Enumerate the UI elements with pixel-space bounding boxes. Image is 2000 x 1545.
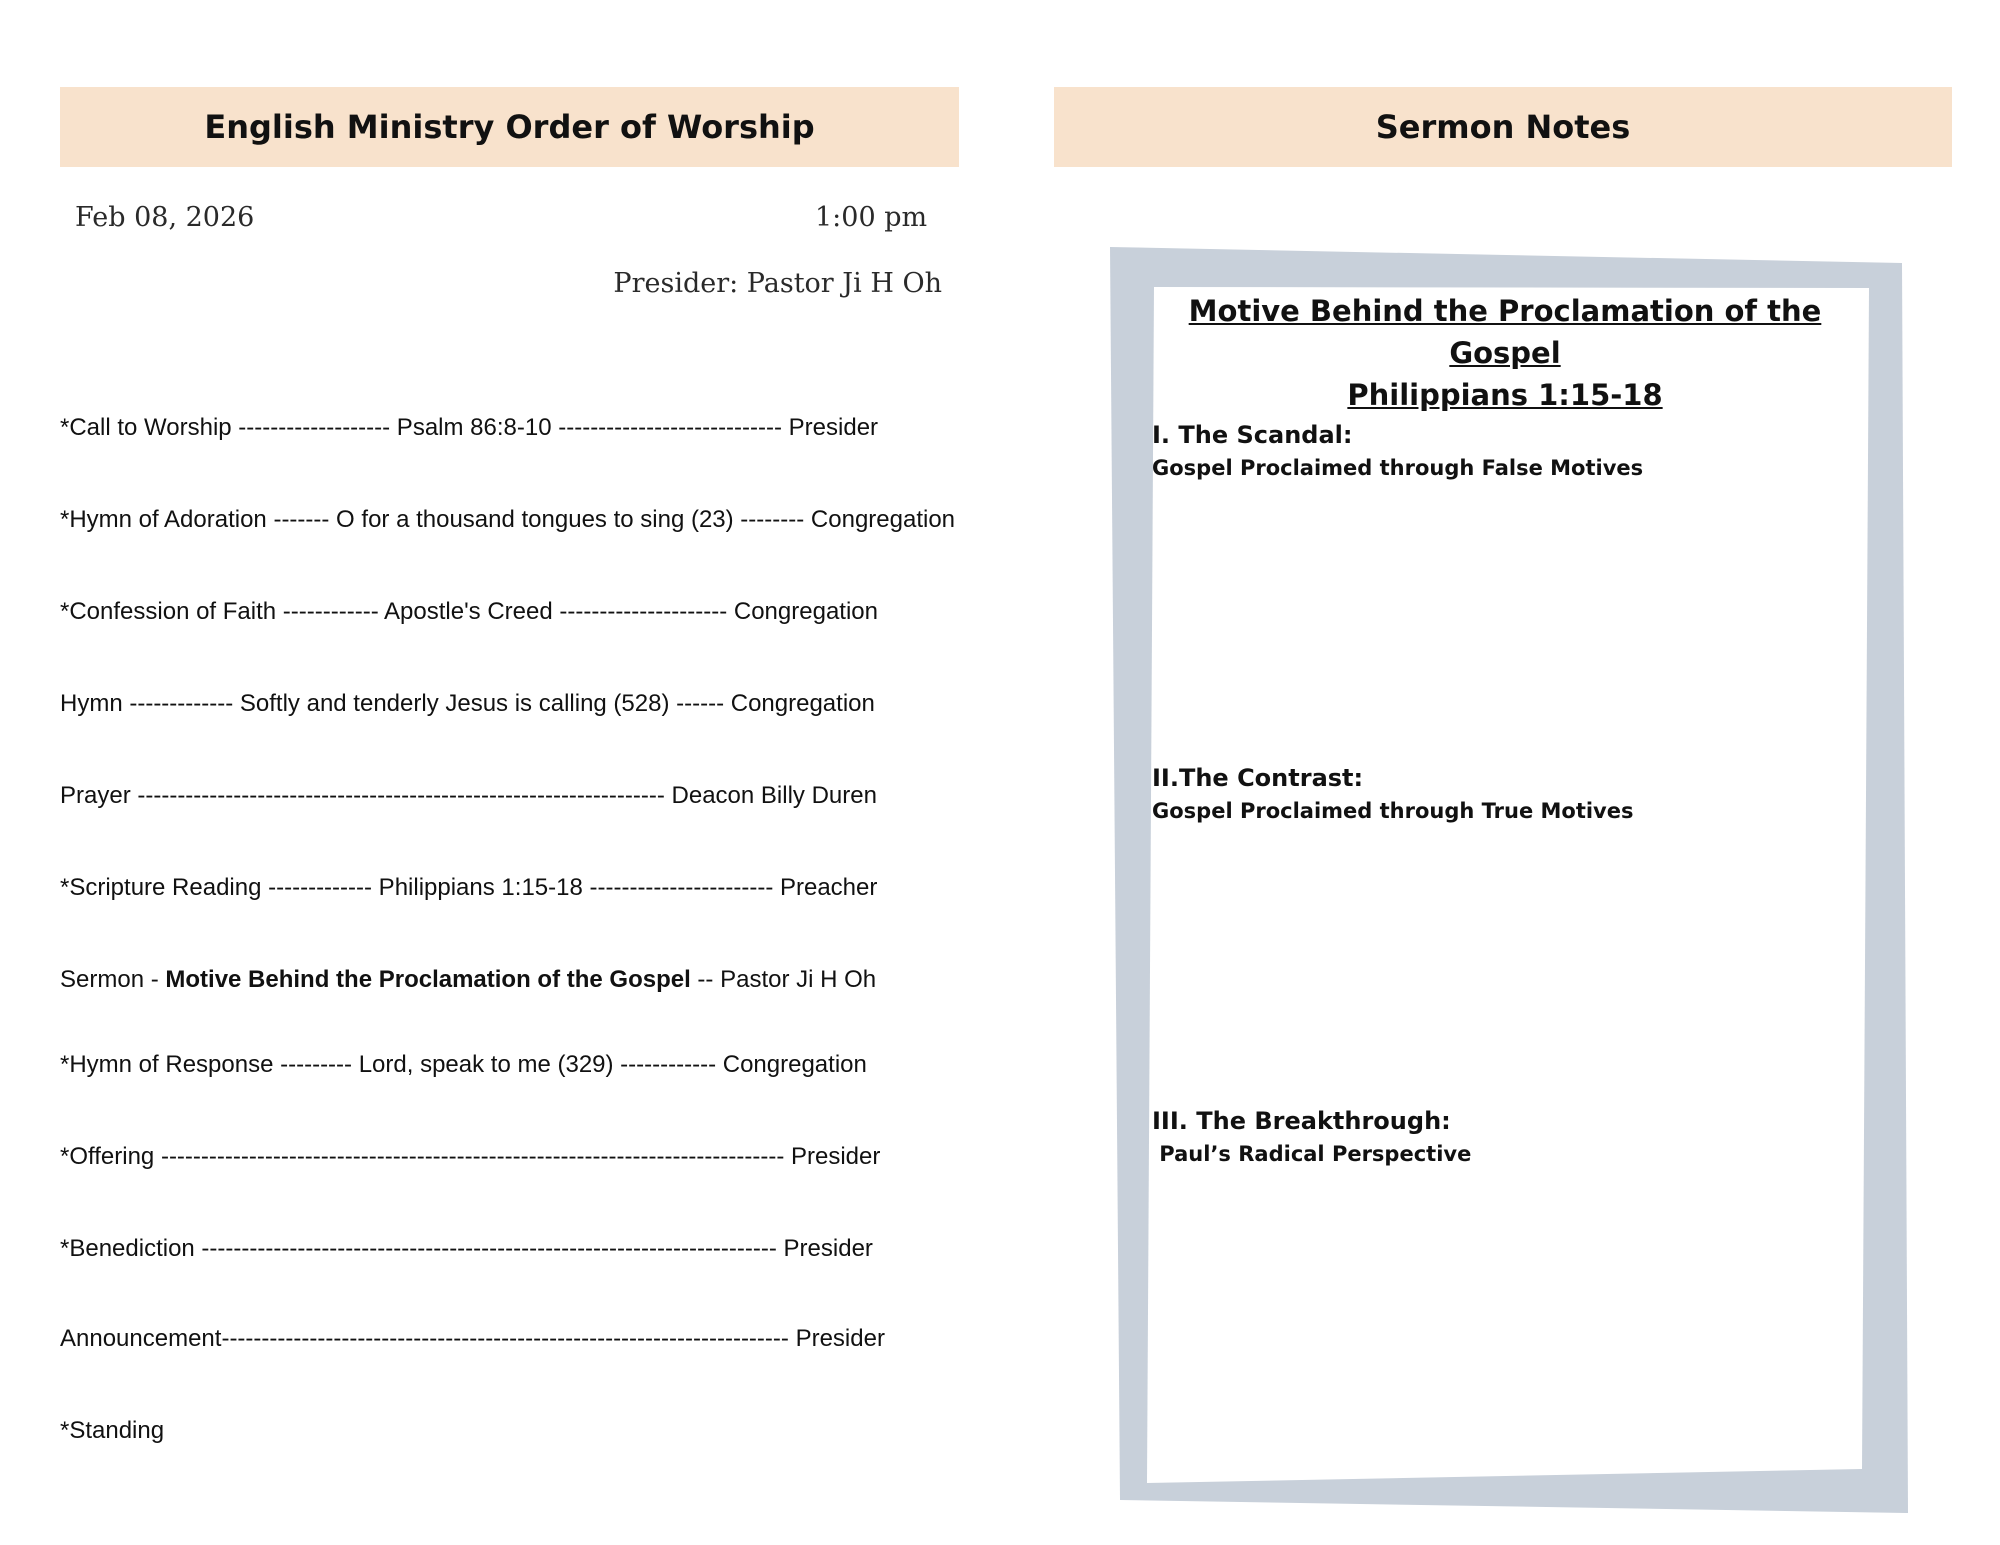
service-presider: Presider: Pastor Ji H Oh — [613, 268, 942, 299]
order-item-benediction: *Benediction ------------------------------------------------------------------------ Presider — [60, 1235, 873, 1262]
section-3-subtitle: Paul’s Radical Perspective — [1152, 1142, 1472, 1166]
order-item-hymn-of-adoration: *Hymn of Adoration ------- O for a thousand tongues to sing (23) -------- Congregation — [60, 506, 956, 533]
section-2-heading: II.The Contrast: — [1152, 764, 1364, 792]
order-item-prayer: Prayer ------------------------------------------------------------------ Deacon Billy Duren — [60, 782, 877, 809]
sermon-preacher: -- Pastor Ji H Oh — [690, 966, 877, 993]
order-item-scripture-reading: *Scripture Reading ------------- Philippians 1:15-18 ----------------------- Preacher — [60, 874, 878, 901]
section-1-heading: I. The Scandal: — [1152, 421, 1353, 449]
standing-note: *Standing — [60, 1417, 165, 1444]
order-item-call-to-worship: *Call to Worship ------------------- Psalm 86:8-10 ---------------------------- Presider — [60, 414, 879, 441]
sermon-prefix: Sermon - — [60, 966, 166, 993]
sermon-notes-header: Sermon Notes — [1054, 87, 1952, 167]
order-item-sermon — [60, 966, 876, 994]
notes-title: Motive Behind the Proclamation of the Gospel — [1188, 294, 1822, 370]
order-item-hymn: Hymn ------------- Softly and tenderly Jesus is calling (528) ------ Congregation — [60, 690, 875, 717]
service-date: Feb 08, 2026 — [75, 202, 255, 233]
section-1-subtitle: Gospel Proclaimed through False Motives — [1152, 456, 1644, 480]
section-3-heading: III. The Breakthrough: — [1152, 1107, 1451, 1135]
order-of-worship-header: English Ministry Order of Worship — [60, 87, 959, 167]
order-item-hymn-of-response: *Hymn of Response --------- Lord, speak to me (329) ------------ Congregation — [60, 1051, 867, 1078]
notes-title-block — [1150, 290, 1860, 416]
order-item-announcement: Announcement----------------------------------------------------------------------- Presider — [60, 1325, 885, 1352]
order-item-offering: *Offering ------------------------------------------------------------------------------ Presider — [60, 1143, 881, 1170]
service-time: 1:00 pm — [815, 202, 928, 233]
section-2-subtitle: Gospel Proclaimed through True Motives — [1152, 799, 1634, 823]
sermon-title: Motive Behind the Proclamation of the Gospel — [165, 966, 691, 993]
order-item-confession-of-faith: *Confession of Faith ------------ Apostle's Creed --------------------- Congregation — [60, 598, 878, 625]
notes-scripture: Philippians 1:15-18 — [1347, 378, 1663, 412]
